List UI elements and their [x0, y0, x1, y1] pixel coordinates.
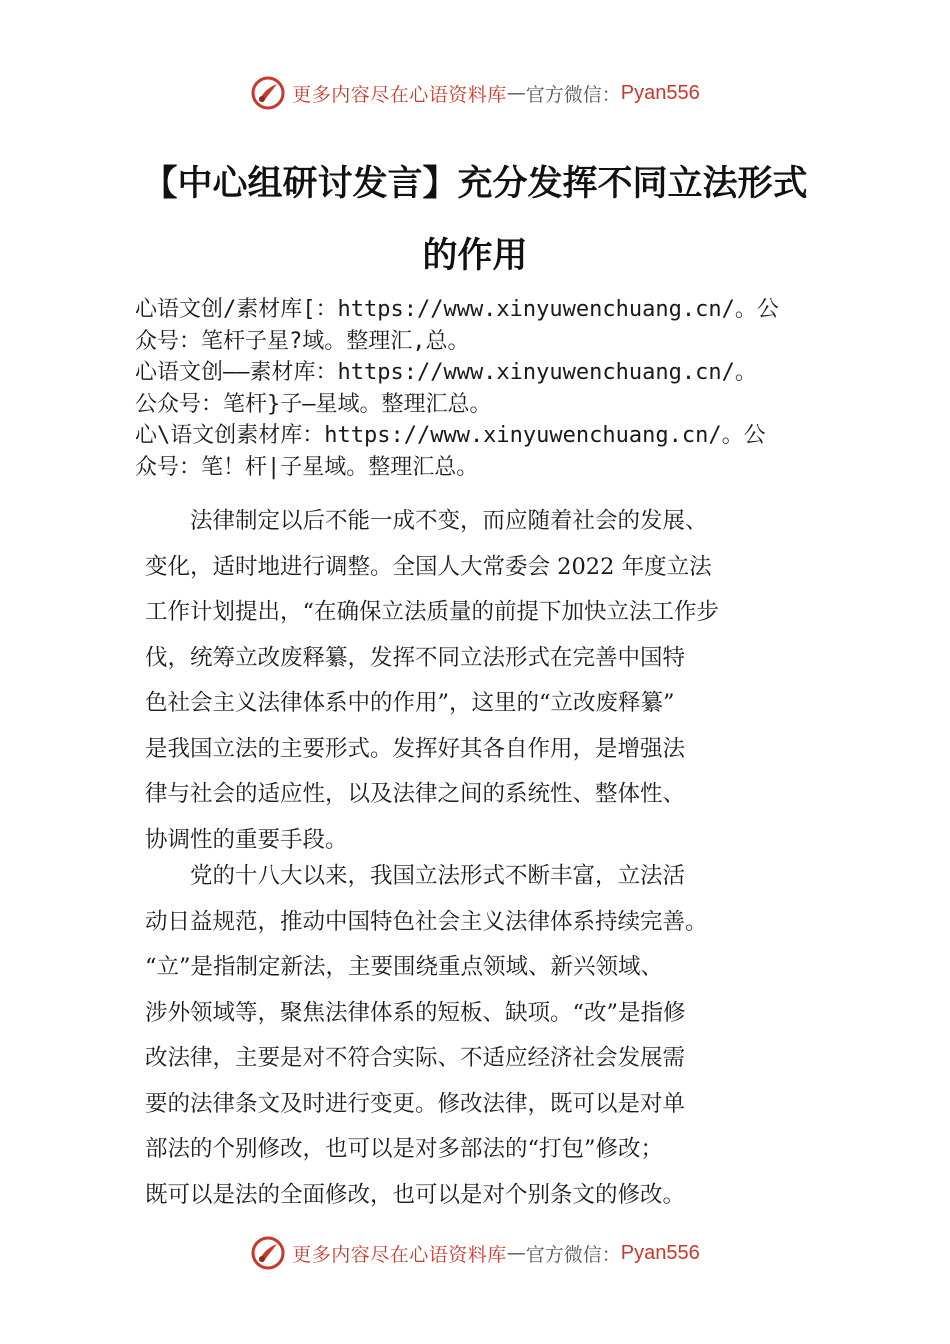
banner-separator: —	[506, 1242, 526, 1264]
source-line: 心语文创/素材库[：https://www.xinyuwenchuang.cn/。公	[135, 297, 779, 322]
banner-separator: —	[506, 82, 526, 104]
paragraph-line: 是我国立法的主要形式。发挥好其各自作用，是增强法	[145, 735, 686, 762]
banner-wechat-label: 官方微信：	[525, 83, 621, 106]
source-line: 心\语文创素材库：https://www.xinyuwenchuang.cn/。公	[135, 423, 766, 448]
source-line: 众号：笔杆子星?域。整理汇,总。	[135, 328, 470, 354]
source-line: 众号：笔！杆|子星域。整理汇总。	[135, 454, 479, 480]
source-line: 心语文创——素材库：https://www.xinyuwenchuang.cn/。	[135, 360, 757, 385]
paragraph-line: 要的法律条文及时进行变更。修改法律，既可以是对单	[145, 1090, 686, 1117]
paragraph-line: 动日益规范，推动中国特色社会主义法律体系持续完善。	[145, 908, 708, 935]
page-title-line2: 的作用	[422, 236, 528, 276]
banner-wechat-id: Pyan556	[620, 1241, 700, 1264]
header-banner	[0, 73, 950, 113]
paragraph-line: 涉外领域等，聚焦法律体系的短板、缺项。“改”是指修	[145, 999, 686, 1026]
brush-logo-icon	[250, 1235, 286, 1271]
banner-text: 更多内容尽在心语资料库	[292, 1243, 507, 1266]
banner-wechat-id: Pyan556	[620, 81, 700, 104]
source-block	[135, 294, 855, 483]
page-title-line1: 【中心组研讨发言】充分发挥不同立法形式	[142, 164, 808, 204]
body-paragraph-2	[145, 854, 815, 1218]
brush-logo-icon	[250, 75, 286, 111]
paragraph-line: 工作计划提出，“在确保立法质量的前提下加快立法工作步	[145, 599, 720, 625]
paragraph-line: 法律制定以后不能一成不变，而应随着社会的发展、	[145, 508, 708, 534]
paragraph-line: 党的十八大以来，我国立法形式不断丰富，立法活	[145, 863, 686, 889]
footer-banner	[0, 1233, 950, 1273]
paragraph-line: “立”是指制定新法，主要围绕重点领域、新兴领域、	[145, 954, 664, 980]
paragraph-line: 变化，适时地进行调整。全国人大常委会 2022 年度立法	[145, 553, 712, 580]
paragraph-line: 部法的个别修改，也可以是对多部法的“打包”修改；	[145, 1136, 664, 1162]
paragraph-line: 协调性的重要手段。	[145, 826, 348, 853]
paragraph-line: 改法律，主要是对不符合实际、不适应经济社会发展需	[145, 1045, 686, 1071]
body-paragraph-1	[145, 499, 815, 863]
paragraph-line: 既可以是法的全面修改，也可以是对个别条文的修改。	[145, 1181, 686, 1208]
paragraph-line: 律与社会的适应性，以及法律之间的系统性、整体性、	[145, 781, 686, 807]
paragraph-line: 色社会主义法律体系中的作用”，这里的“立改废释纂”	[145, 690, 675, 716]
source-line: 公众号：笔杆}子—星域。整理汇总。	[135, 391, 492, 417]
banner-wechat-label: 官方微信：	[525, 1243, 621, 1266]
banner-text: 更多内容尽在心语资料库	[292, 83, 507, 106]
paragraph-line: 伐，统筹立改废释纂，发挥不同立法形式在完善中国特	[145, 644, 686, 671]
